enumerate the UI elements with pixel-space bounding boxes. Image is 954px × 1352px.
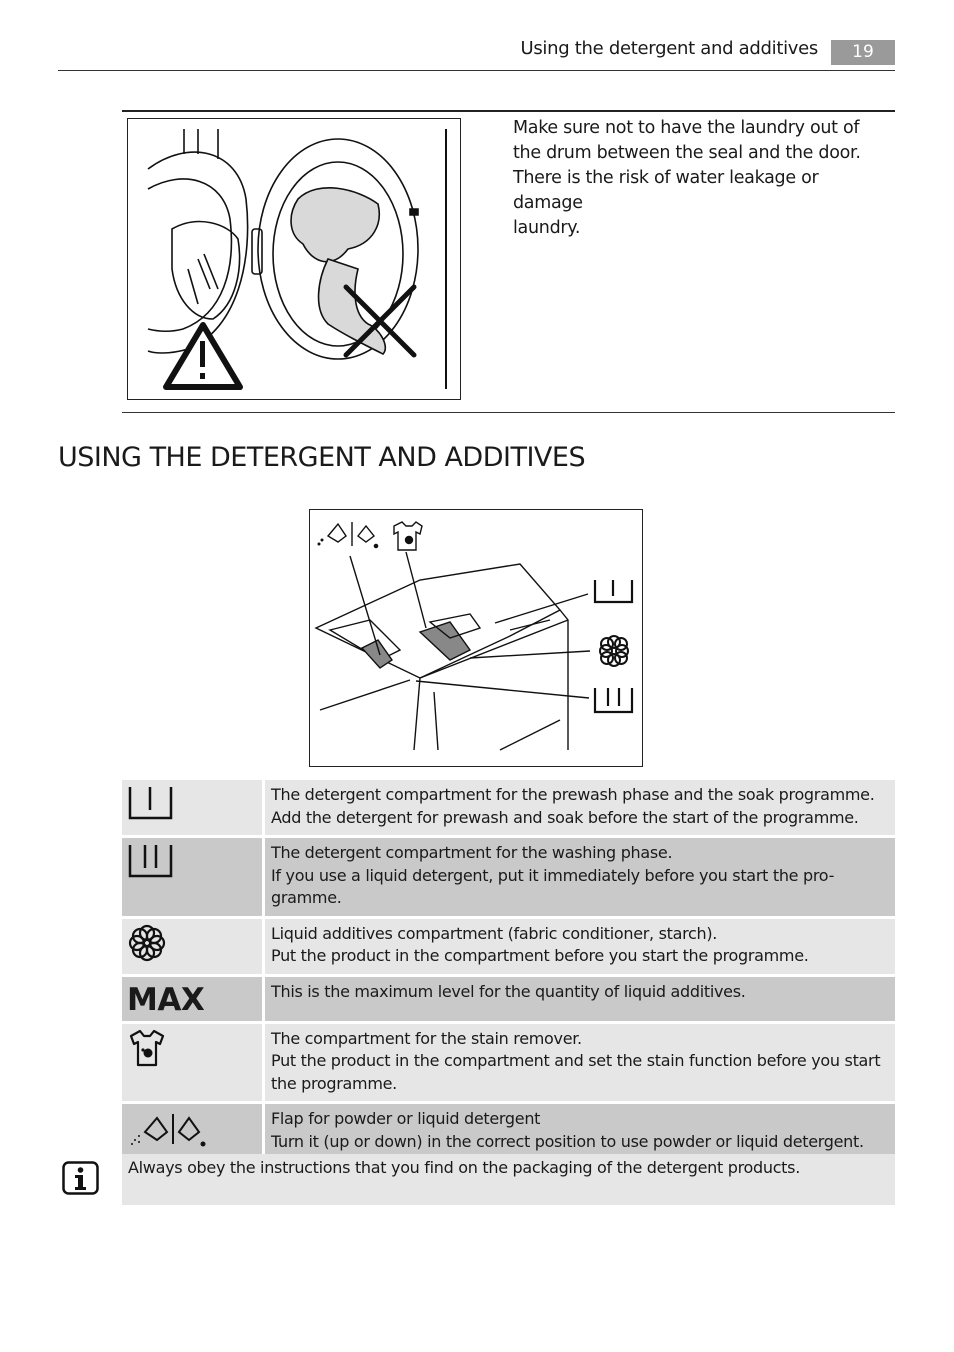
- washing-machine-door-drawing: [128, 119, 460, 399]
- max-level-label: MAX: [127, 981, 205, 1018]
- prewash-compartment-icon: [595, 580, 632, 602]
- wash-compartment-icon: [595, 688, 632, 712]
- warning-line: the drum between the seal and the door.: [513, 143, 861, 163]
- legend-text: The compartment for the stain remover.: [271, 1028, 582, 1048]
- stain-shirt-icon: [127, 1028, 167, 1068]
- laundry-door-warning-illustration: [127, 118, 461, 400]
- legend-text: the programme.: [271, 1073, 397, 1093]
- legend-text: If you use a liquid detergent, put it immediately before you start the pro-: [271, 865, 835, 885]
- legend-text: Put the product in the compartment and set the stain function before you start: [271, 1051, 881, 1070]
- warning-line: laundry.: [513, 218, 581, 238]
- legend-text: This is the maximum level for the quantity of liquid additives.: [271, 981, 746, 1001]
- powder-liquid-flap-icon: [127, 1108, 211, 1150]
- legend-text: Flap for powder or liquid detergent: [271, 1109, 541, 1128]
- legend-text: Add the detergent for prewash and soak before the start of the programme.: [271, 807, 859, 827]
- legend-text: gramme.: [271, 888, 342, 907]
- wash-compartment-icon: [127, 842, 175, 880]
- legend-row-stain: [122, 1024, 895, 1102]
- warning-triangle-icon: [166, 325, 240, 387]
- flower-icon: [127, 923, 167, 963]
- legend-text: The detergent compartment for the washing phase.: [271, 843, 673, 862]
- legend-row-wash: [122, 838, 895, 916]
- legend-text: Put the product in the compartment before you start the programme.: [271, 946, 809, 965]
- page-number: 19: [831, 40, 895, 65]
- prewash-compartment-icon: [127, 784, 175, 822]
- header-rule: [58, 70, 895, 71]
- flower-icon: [600, 636, 628, 666]
- info-note: Always obey the instructions that you find on the packaging of the detergent products.: [122, 1154, 895, 1205]
- warning-line: Make sure not to have the laundry out of: [513, 118, 860, 138]
- dispenser-drawing: [310, 510, 642, 766]
- compartment-legend-table: [122, 780, 895, 1162]
- legend-row-prewash: [122, 780, 895, 835]
- warning-line: There is the risk of water leakage or damage: [513, 168, 819, 213]
- detergent-dispenser-illustration: [309, 509, 643, 767]
- info-icon: [62, 1161, 99, 1195]
- legend-row-additives: [122, 919, 895, 974]
- powder-liquid-flap-icon: [318, 522, 377, 548]
- section-title: USING THE DETERGENT AND ADDITIVES: [58, 442, 586, 473]
- legend-text: Liquid additives compartment (fabric conditioner, starch).: [271, 923, 718, 943]
- legend-text: Turn it (up or down) in the correct position to use powder or liquid detergent.: [271, 1131, 864, 1151]
- running-header-title: Using the detergent and additives: [520, 38, 818, 59]
- stain-shirt-icon: [394, 522, 422, 550]
- legend-row-flap: [122, 1104, 895, 1159]
- warning-top-rule: [122, 110, 895, 112]
- warning-text: [513, 116, 893, 241]
- warning-bottom-rule: [122, 412, 895, 413]
- legend-row-max: [122, 977, 895, 1021]
- legend-text: The detergent compartment for the prewash phase and the soak programme.: [271, 785, 875, 804]
